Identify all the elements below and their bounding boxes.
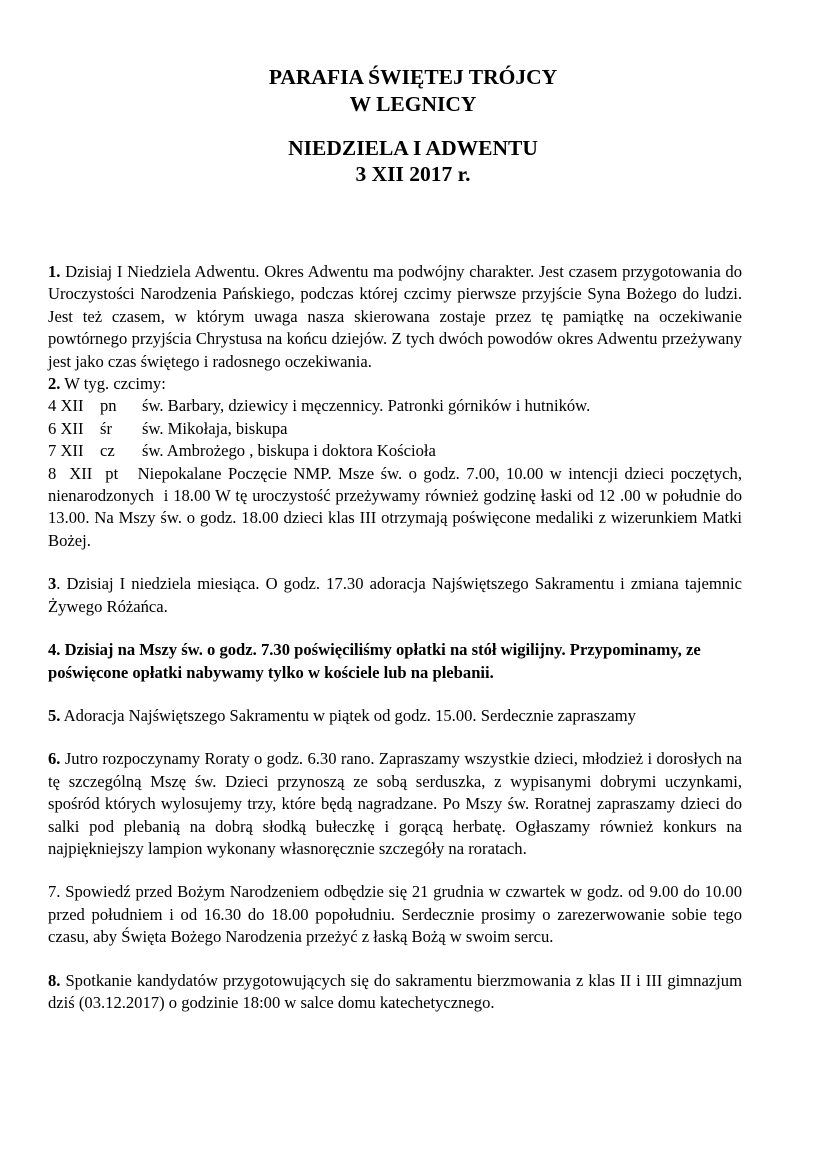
parish-name: PARAFIA ŚWIĘTEJ TRÓJCY <box>268 65 558 89</box>
item-text: . Dzisiaj I niedziela miesiąca. O godz. 17.30 adoracja Najświętszego Sakramentu i zmiana tajemnic Żywego Różańca. <box>48 574 742 616</box>
feast-date: 4 XII <box>48 396 84 416</box>
feast-weekday: pn <box>100 396 117 416</box>
feast-day-row <box>48 418 742 440</box>
parish-city: W LEGNICY <box>349 92 477 116</box>
item-number: 3 <box>48 574 57 594</box>
feast-text: Niepokalane Poczęcie NMP. Msze św. o godz. 7.00, 10.00 w intencji dzieci poczętych, nienarodzonych i 18.00 W tę uroczystość przeżywamy również godzinę łaski od 12 .00 w południe do 13.00. Na Mszy św. o godz. 18.00 dzieci klas III otrzymają poświęcone medaliki z wizerunkiem Matki Bożej. <box>48 463 747 550</box>
announcement-2 <box>48 373 747 552</box>
item-text: 4. Dzisiaj na Mszy św. o godz. 7.30 poświęciliśmy opłatki na stół wigilijny. Przypominamy, ze poświęcone opłatki nabywamy tylko w kościele lub na plebanii. <box>48 640 701 682</box>
feast-date: 6 XII <box>48 418 84 438</box>
feast-day-8 <box>48 463 747 553</box>
feast-date: 7 XII <box>48 441 84 461</box>
feast-text: św. Mikołaja, biskupa <box>142 418 288 438</box>
item-number: 8. <box>48 970 61 990</box>
item-text: 7. Spowiedź przed Bożym Narodzeniem odbędzie się 21 grudnia w czwartek w godz. od 9.00 do 10.00 przed południem i od 16.30 do 18.00 popołudniu. Serdecznie prosimy o zarezerwowanie sobie tego czasu, aby Święta Bożego Narodzenia przeżyć z łaską Bożą w swoim sercu. <box>48 882 742 947</box>
feast-weekday: śr <box>100 418 112 438</box>
page-title: NIEDZIELA I ADWENTU <box>288 136 538 160</box>
item-text: W tyg. czcimy: <box>60 374 166 394</box>
item-number: 1. <box>48 262 61 281</box>
item-text: Jutro rozpoczynamy Roraty o godz. 6.30 rano. Zapraszamy wszystkie dzieci, młodzież i dorosłych na tę szczególną Mszę św. Dzieci przynoszą ze sobą serduszka, z wypisanymi dobrymi uczynkami, spośród których wylosujemy trzy, które będą nagradzane. Po Mszy św. Roratnej zapraszamy dzieci do salki pod plebanią na dobrą słodką bułeczkę i gorącą herbatę. Ogłaszamy również konkurs na najpiękniejszy lampion wykonany własnoręcznie szczegóły na roratach. <box>48 749 742 858</box>
feast-date: 8 XII pt <box>48 463 119 483</box>
feast-weekday: cz <box>100 441 115 461</box>
announcement-7 <box>48 881 742 948</box>
feast-day-row <box>48 440 742 462</box>
item-text: Adoracja Najświętszego Sakramentu w piątek od godz. 15.00. Serdecznie zapraszamy <box>60 705 636 725</box>
announcements <box>48 261 747 1014</box>
feast-text: św. Ambrożego , biskupa i doktora Kościoła <box>142 441 436 461</box>
announcement-4 <box>48 639 742 684</box>
item-number: 2. <box>48 374 61 394</box>
announcement-1 <box>48 261 742 373</box>
announcement-8 <box>48 970 742 1015</box>
item-number: 6. <box>48 749 61 769</box>
feast-text: św. Barbary, dziewicy i męczennicy. Patronki górników i hutników. <box>142 396 591 416</box>
page-date: 3 XII 2017 r. <box>355 162 471 186</box>
item-number: 5. <box>48 705 61 725</box>
announcement-3 <box>48 573 742 618</box>
item-text: Dzisiaj I Niedziela Adwentu. Okres Adwentu ma podwójny charakter. Jest czasem przygotowania do Uroczystości Narodzenia Pańskiego, podczas której czcimy pierwsze przyjście Syna Bożego do ludzi. Jest też czasem, w którym uwaga nasza skierowana zostaje przez tę pamiątkę na oczekiwanie powtórnego przyjścia Chrystusa na końcu dziejów. Z tych dwóch powodów okres Adwentu przeżywany jest jako czas świętego i radosnego oczekiwania. <box>48 262 742 371</box>
announcement-5 <box>48 705 742 727</box>
item-text: Spotkanie kandydatów przygotowujących się do sakramentu bierzmowania z klas II i III gimnazjum dziś (03.12.2017) o godzinie 18:00 w salce domu katechetycznego. <box>48 970 742 1012</box>
feast-day-row <box>48 395 742 417</box>
announcement-6 <box>48 748 742 860</box>
